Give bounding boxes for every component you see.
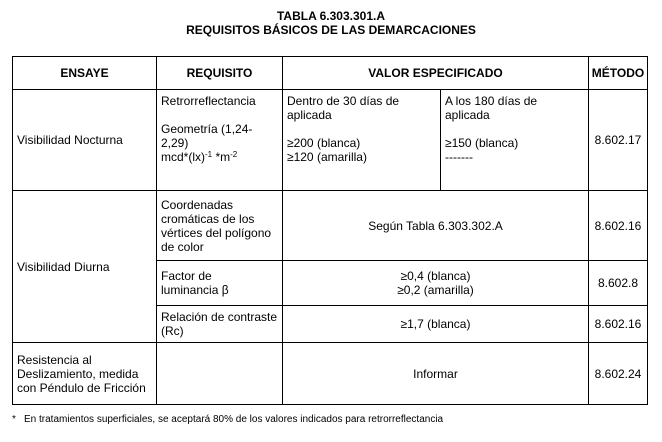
valor-180-dias-head: A los 180 días de aplicada [445, 94, 538, 122]
header-metodo: MÉTODO [589, 57, 648, 90]
valor-180-dias-blanca: ≥150 (blanca) [445, 136, 519, 150]
metodo-deslizamiento: 8.602.24 [589, 343, 648, 405]
requisito-deslizamiento [157, 343, 283, 405]
requirements-table [12, 56, 648, 405]
header-valor-especificado: VALOR ESPECIFICADO [283, 57, 589, 90]
header-ensaye: ENSAYE [13, 57, 157, 90]
footnote-marker: * [12, 414, 16, 425]
valor-180-dias [441, 90, 589, 191]
unit-exponent-2: -2 [230, 150, 238, 159]
header-row [13, 57, 648, 90]
unit-exponent-1: -1 [205, 150, 213, 159]
req-geometry-line2: 2,29) [161, 136, 189, 150]
metodo-nocturna: 8.602.17 [589, 90, 648, 191]
req-factor-line1: Factor de [161, 269, 212, 283]
requisito-coordenadas-cromaticas: Coordenadas cromáticas de los vértices del polígono de color [157, 191, 283, 261]
unit-text: mcd*(lx) [161, 150, 205, 164]
valor-segun-tabla: Según Tabla 6.303.302.A [283, 191, 589, 261]
ensaye-visibilidad-nocturna: Visibilidad Nocturna [13, 90, 157, 191]
valor-30-dias-head: Dentro de 30 días de aplicada [287, 94, 400, 122]
metodo-coordenadas: 8.602.16 [589, 191, 648, 261]
valor-informar: Informar [283, 343, 589, 405]
requisito-relacion-contraste: Relación de contraste (Rc) [157, 306, 283, 343]
valor-luminancia [283, 261, 589, 306]
valor-contraste: ≥1,7 (blanca) [283, 306, 589, 343]
table-subtitle: REQUISITOS BÁSICOS DE LAS DEMARCACIONES [186, 23, 476, 37]
valor-30-dias [283, 90, 441, 191]
valor-30-dias-blanca: ≥200 (blanca) [287, 136, 361, 150]
unit-text-mid: *m [212, 150, 231, 164]
valor-180-dias-amarilla: ------- [445, 150, 473, 164]
valor-luminancia-amarilla: ≥0,2 (amarilla) [397, 283, 474, 297]
req-retro-label: Retrorreflectancia [161, 94, 256, 108]
valor-30-dias-amarilla: ≥120 (amarilla) [287, 150, 367, 164]
req-unit-line [161, 150, 278, 164]
ensaye-resistencia-deslizamiento: Resistencia al Deslizamiento, medida con Péndulo de Fricción [13, 343, 157, 405]
table-title: TABLA 6.303.301.A [276, 9, 386, 23]
requisito-retrorreflectancia [157, 90, 283, 191]
table-row [13, 343, 648, 405]
table-row [13, 191, 648, 261]
metodo-luminancia: 8.602.8 [589, 261, 648, 306]
req-geometry-line1: Geometría (1,24- [161, 122, 253, 136]
metodo-contraste: 8.602.16 [589, 306, 648, 343]
table-row [13, 90, 648, 191]
req-factor-line2: luminancia β [161, 283, 229, 297]
footnote [12, 414, 443, 426]
footnote-text: En tratamientos superficiales, se aceptará 80% de los valores indicados para retrorreflectancia [24, 414, 444, 425]
ensaye-visibilidad-diurna: Visibilidad Diurna [13, 191, 157, 343]
requisito-factor-luminancia [157, 261, 283, 306]
valor-luminancia-blanca: ≥0,4 (blanca) [400, 269, 471, 283]
header-requisito: REQUISITO [157, 57, 283, 90]
